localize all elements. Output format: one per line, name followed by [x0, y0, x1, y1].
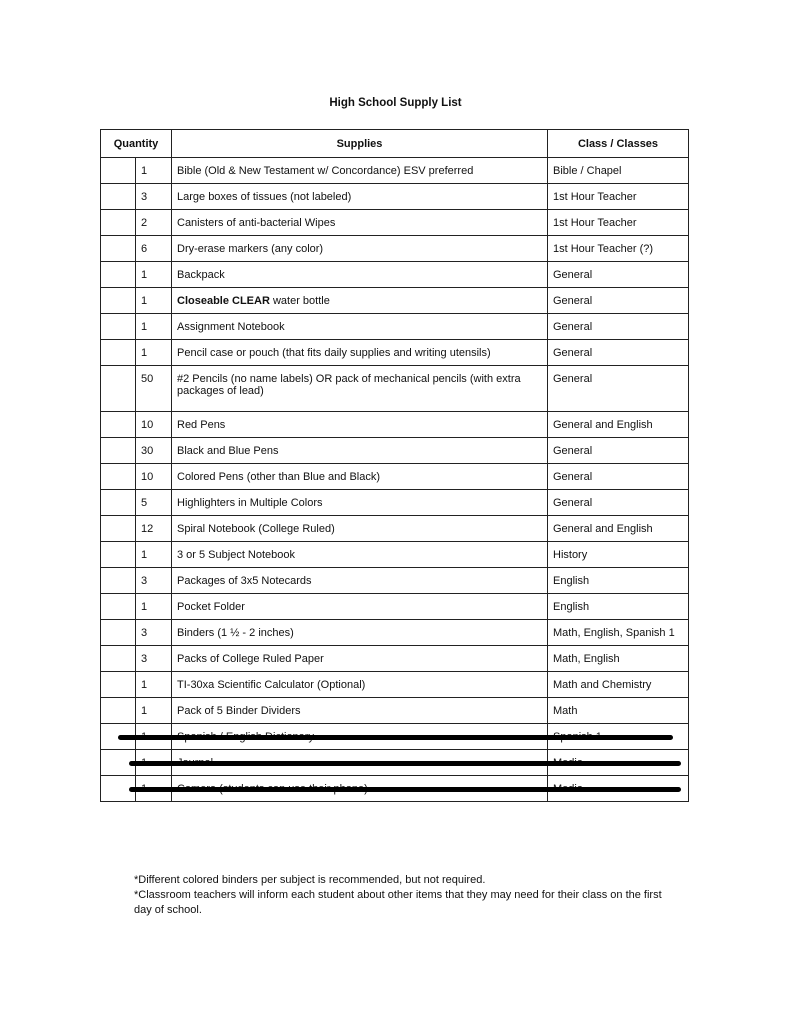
- class-cell: English: [548, 594, 689, 620]
- table-row: [101, 314, 689, 340]
- footnote: *Classroom teachers will inform each student about other items that they may need for their class on the first day of school.: [134, 889, 662, 916]
- table-row: [101, 568, 689, 594]
- spacer-cell: [101, 438, 136, 464]
- supply-cell: [172, 490, 548, 516]
- spacer-cell: [101, 288, 136, 314]
- table-row: [101, 262, 689, 288]
- supply-emphasis: Closeable CLEAR: [177, 294, 270, 307]
- quantity-cell: 1: [136, 314, 172, 340]
- class-cell: 1st Hour Teacher: [548, 184, 689, 210]
- supply-text: Backpack: [177, 268, 225, 281]
- supply-cell: [172, 594, 548, 620]
- class-cell: Math, English, Spanish 1: [548, 620, 689, 646]
- table-row: [101, 210, 689, 236]
- quantity-cell: 3: [136, 646, 172, 672]
- supply-text: Red Pens: [177, 418, 226, 431]
- class-cell: General and English: [548, 412, 689, 438]
- spacer-cell: [101, 340, 136, 366]
- footnotes: [134, 873, 674, 918]
- quantity-cell: 3: [136, 184, 172, 210]
- spacer-cell: [101, 672, 136, 698]
- quantity-cell: 3: [136, 620, 172, 646]
- quantity-cell: 10: [136, 464, 172, 490]
- supply-cell: [172, 340, 548, 366]
- header-supplies: Supplies: [172, 130, 548, 158]
- table-row: [101, 158, 689, 184]
- supply-text: #2 Pencils (no name labels) OR pack of mechanical pencils (with extra packages of lead): [177, 373, 521, 397]
- supply-text: 3 or 5 Subject Notebook: [177, 548, 296, 561]
- page-title: High School Supply List: [329, 97, 462, 109]
- class-cell: General and English: [548, 516, 689, 542]
- quantity-cell: 50: [136, 366, 172, 412]
- supply-cell: [172, 184, 548, 210]
- quantity-cell: 1: [136, 262, 172, 288]
- spacer-cell: [101, 314, 136, 340]
- quantity-cell: 1: [136, 672, 172, 698]
- supply-cell: [172, 464, 548, 490]
- table-row: [101, 646, 689, 672]
- class-cell: General: [548, 438, 689, 464]
- class-cell: General: [548, 288, 689, 314]
- quantity-cell: 10: [136, 412, 172, 438]
- supply-cell: [172, 672, 548, 698]
- table-body: [101, 158, 689, 802]
- class-cell: General: [548, 340, 689, 366]
- supply-text: Pack of 5 Binder Dividers: [177, 704, 301, 717]
- supply-text: Packages of 3x5 Notecards: [177, 574, 312, 587]
- strike-through-mark: [129, 761, 681, 766]
- supply-text: Packs of College Ruled Paper: [177, 652, 324, 665]
- table-row: [101, 464, 689, 490]
- spacer-cell: [101, 262, 136, 288]
- supply-text: Pocket Folder: [177, 600, 245, 613]
- supply-text: Pencil case or pouch (that fits daily supplies and writing utensils): [177, 346, 491, 359]
- table-row: [101, 236, 689, 262]
- class-cell: Math, English: [548, 646, 689, 672]
- spacer-cell: [101, 184, 136, 210]
- spacer-cell: [101, 698, 136, 724]
- table-row: [101, 366, 689, 412]
- supply-table: [100, 129, 689, 802]
- spacer-cell: [101, 490, 136, 516]
- spacer-cell: [101, 594, 136, 620]
- supply-cell: [172, 698, 548, 724]
- supply-cell: [172, 288, 548, 314]
- strike-through-mark: [118, 735, 673, 740]
- supply-text: Bible (Old & New Testament w/ Concordance) ESV preferred: [177, 164, 474, 177]
- quantity-cell: 2: [136, 210, 172, 236]
- table-row: [101, 516, 689, 542]
- quantity-cell: 12: [136, 516, 172, 542]
- table-row: [101, 542, 689, 568]
- table-row: [101, 412, 689, 438]
- supply-text: Assignment Notebook: [177, 320, 285, 333]
- supply-text: water bottle: [269, 294, 330, 307]
- quantity-cell: 1: [136, 158, 172, 184]
- table-row: [101, 698, 689, 724]
- supply-text: Binders (1 ½ - 2 inches): [177, 626, 294, 639]
- spacer-cell: [101, 516, 136, 542]
- header-quantity: Quantity: [101, 130, 172, 158]
- class-cell: Math: [548, 698, 689, 724]
- spacer-cell: [101, 646, 136, 672]
- supply-text: Dry-erase markers (any color): [177, 242, 324, 255]
- table-header-row: [101, 130, 689, 158]
- class-cell: General: [548, 464, 689, 490]
- spacer-cell: [101, 210, 136, 236]
- supply-cell: [172, 262, 548, 288]
- footnote: *Different colored binders per subject is recommended, but not required.: [134, 874, 486, 886]
- class-cell: General: [548, 262, 689, 288]
- supply-cell: [172, 412, 548, 438]
- table-row: [101, 594, 689, 620]
- spacer-cell: [101, 568, 136, 594]
- header-classes: Class / Classes: [548, 130, 689, 158]
- quantity-cell: 1: [136, 340, 172, 366]
- supply-cell: [172, 620, 548, 646]
- spacer-cell: [101, 158, 136, 184]
- table-row: [101, 620, 689, 646]
- table-row: [101, 672, 689, 698]
- supply-text: Colored Pens (other than Blue and Black): [177, 470, 381, 483]
- table-row: [101, 438, 689, 464]
- spacer-cell: [101, 542, 136, 568]
- quantity-cell: 30: [136, 438, 172, 464]
- quantity-cell: 6: [136, 236, 172, 262]
- spacer-cell: [101, 464, 136, 490]
- class-cell: History: [548, 542, 689, 568]
- quantity-cell: 1: [136, 542, 172, 568]
- supply-cell: [172, 568, 548, 594]
- supply-cell: [172, 366, 548, 412]
- supply-text: Large boxes of tissues (not labeled): [177, 190, 352, 203]
- supply-text: Black and Blue Pens: [177, 444, 279, 457]
- table-row: [101, 184, 689, 210]
- class-cell: General: [548, 314, 689, 340]
- supply-text: Highlighters in Multiple Colors: [177, 496, 323, 509]
- quantity-cell: 1: [136, 288, 172, 314]
- supply-cell: [172, 438, 548, 464]
- class-cell: Bible / Chapel: [548, 158, 689, 184]
- quantity-cell: 1: [136, 594, 172, 620]
- class-cell: English: [548, 568, 689, 594]
- supply-text: Canisters of anti-bacterial Wipes: [177, 216, 336, 229]
- spacer-cell: [101, 366, 136, 412]
- supply-cell: [172, 542, 548, 568]
- class-cell: 1st Hour Teacher: [548, 210, 689, 236]
- spacer-cell: [101, 236, 136, 262]
- table-row: [101, 288, 689, 314]
- supply-cell: [172, 314, 548, 340]
- supply-cell: [172, 210, 548, 236]
- strike-through-mark: [129, 787, 681, 792]
- quantity-cell: 5: [136, 490, 172, 516]
- quantity-cell: 3: [136, 568, 172, 594]
- supply-text: TI-30xa Scientific Calculator (Optional): [177, 678, 366, 691]
- class-cell: 1st Hour Teacher (?): [548, 236, 689, 262]
- supply-text: Spiral Notebook (College Ruled): [177, 522, 335, 535]
- quantity-cell: 1: [136, 698, 172, 724]
- spacer-cell: [101, 620, 136, 646]
- supply-cell: [172, 236, 548, 262]
- class-cell: General: [548, 490, 689, 516]
- class-cell: General: [548, 366, 689, 412]
- table-row: [101, 340, 689, 366]
- supply-cell: [172, 158, 548, 184]
- table-row: [101, 490, 689, 516]
- spacer-cell: [101, 412, 136, 438]
- class-cell: Math and Chemistry: [548, 672, 689, 698]
- supply-cell: [172, 516, 548, 542]
- supply-cell: [172, 646, 548, 672]
